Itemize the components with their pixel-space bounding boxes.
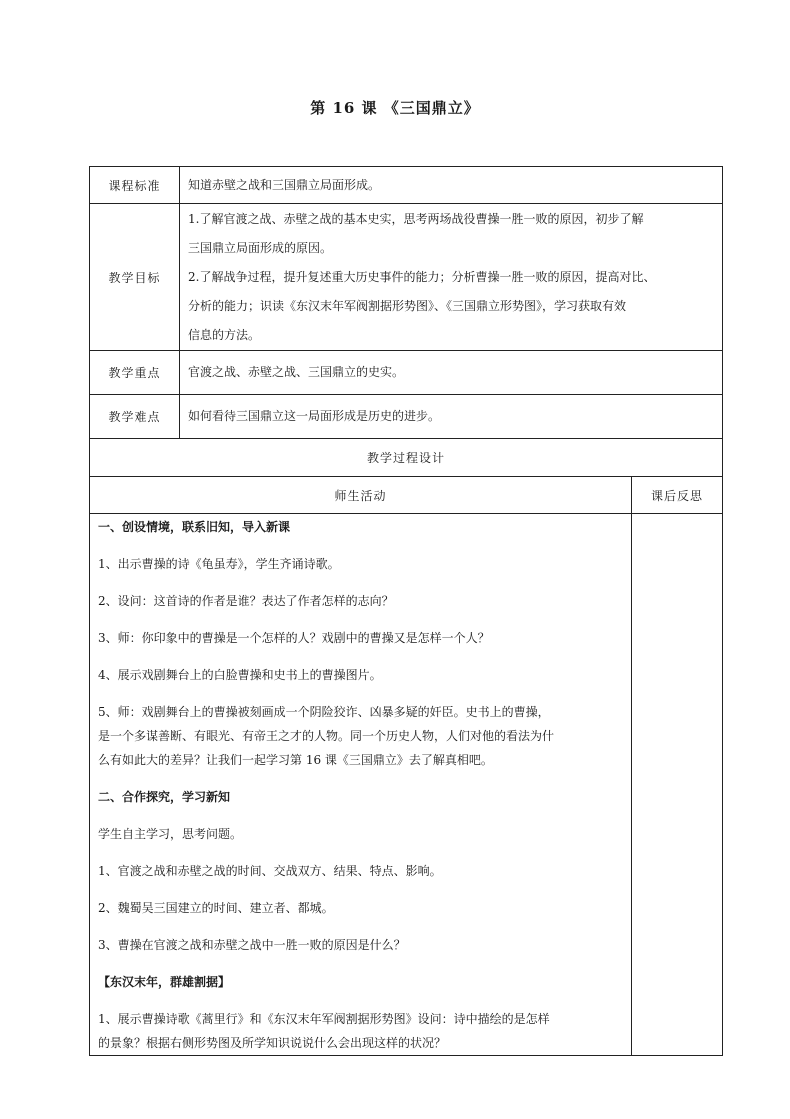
section-1-item-5-line-1: 5、师：戏剧舞台上的曹操被刻画成一个阴险狡诈、凶暴多疑的奸臣。史书上的曹操， bbox=[98, 705, 550, 719]
label-teaching-goals: 教学目标 bbox=[90, 204, 180, 351]
key-points-text: 官渡之战、赤壁之战、三国鼎立的史实。 bbox=[180, 351, 723, 395]
goal-2-line-3: 信息的方法。 bbox=[188, 327, 261, 342]
section-2-intro: 学生自主学习，思考问题。 bbox=[98, 827, 243, 841]
goal-1-line-1: 1.了解官渡之战、赤壁之战的基本史实，思考两场战役曹操一胜一败的原因，初步了解 bbox=[188, 211, 644, 226]
teaching-goals-text bbox=[180, 204, 723, 351]
section-1-item-4: 4、展示戏剧舞台上的白脸曹操和史书上的曹操图片。 bbox=[98, 668, 382, 682]
label-curriculum-standard: 课程标准 bbox=[90, 167, 180, 204]
row-difficulties bbox=[90, 395, 723, 439]
section-1-item-3: 3、师：你印象中的曹操是一个怎样的人？戏剧中的曹操又是怎样一个人？ bbox=[98, 631, 490, 645]
row-column-headers bbox=[90, 477, 723, 514]
section-3-item-1-line-2: 的景象？根据右侧形势图及所学知识说说什么会出现这样的状况？ bbox=[98, 1036, 447, 1050]
lesson-plan-table bbox=[89, 166, 723, 1056]
section-2-question-2: 2、魏蜀吴三国建立的时间、建立者、都城。 bbox=[98, 901, 334, 915]
row-process-header bbox=[90, 439, 723, 477]
section-2-question-1: 1、官渡之战和赤壁之战的时间、交战双方、结果、特点、影响。 bbox=[98, 864, 442, 878]
goal-2-line-1: 2.了解战争过程，提升复述重大历史事件的能力；分析曹操一胜一败的原因，提高对比、 bbox=[188, 269, 656, 284]
section-1-item-2: 2、设问：这首诗的作者是谁？表达了作者怎样的志向？ bbox=[98, 594, 394, 608]
row-teaching-goals bbox=[90, 204, 723, 351]
goal-2-line-2: 分析的能力；识读《东汉末年军阀割据形势图》、《三国鼎立形势图》，学习获取有效 bbox=[188, 298, 627, 313]
reflection-cell bbox=[632, 514, 723, 1056]
row-key-points bbox=[90, 351, 723, 395]
section-1-item-5-line-2: 是一个多谋善断、有眼光、有帝王之才的人物。同一个历史人物，人们对他的看法为什 bbox=[98, 729, 555, 743]
section-3-heading: 【东汉末年，群雄割据】 bbox=[98, 975, 231, 989]
section-3-item-1-line-1: 1、展示曹操诗歌《蒿里行》和《东汉末年军阀割据形势图》设问：诗中描绘的是怎样 bbox=[98, 1012, 550, 1026]
activity-content bbox=[90, 514, 632, 1056]
row-activity-body bbox=[90, 514, 723, 1056]
section-2-question-3: 3、曹操在官渡之战和赤壁之战中一胜一败的原因是什么？ bbox=[98, 938, 406, 952]
col-header-activity: 师生活动 bbox=[90, 477, 632, 514]
section-1-heading: 一、创设情境，联系旧知，导入新课 bbox=[98, 520, 291, 534]
section-1-item-1: 1、出示曹操的诗《龟虽寿》，学生齐诵诗歌。 bbox=[98, 557, 340, 571]
label-key-points: 教学重点 bbox=[90, 351, 180, 395]
row-curriculum-standard bbox=[90, 167, 723, 204]
difficulties-text: 如何看待三国鼎立这一局面形成是历史的进步。 bbox=[180, 395, 723, 439]
process-design-header: 教学过程设计 bbox=[90, 439, 723, 477]
page-title: 第 16 课 《三国鼎立》 bbox=[310, 99, 480, 117]
label-difficulties: 教学难点 bbox=[90, 395, 180, 439]
section-1-item-5-line-3: 么有如此大的差异？让我们一起学习第 16 课《三国鼎立》去了解真相吧。 bbox=[98, 753, 493, 767]
goal-1-line-2: 三国鼎立局面形成的原因。 bbox=[188, 240, 333, 255]
col-header-reflection: 课后反思 bbox=[632, 477, 723, 514]
section-2-heading: 二、合作探究，学习新知 bbox=[98, 790, 231, 804]
curriculum-standard-text: 知道赤壁之战和三国鼎立局面形成。 bbox=[180, 167, 723, 204]
